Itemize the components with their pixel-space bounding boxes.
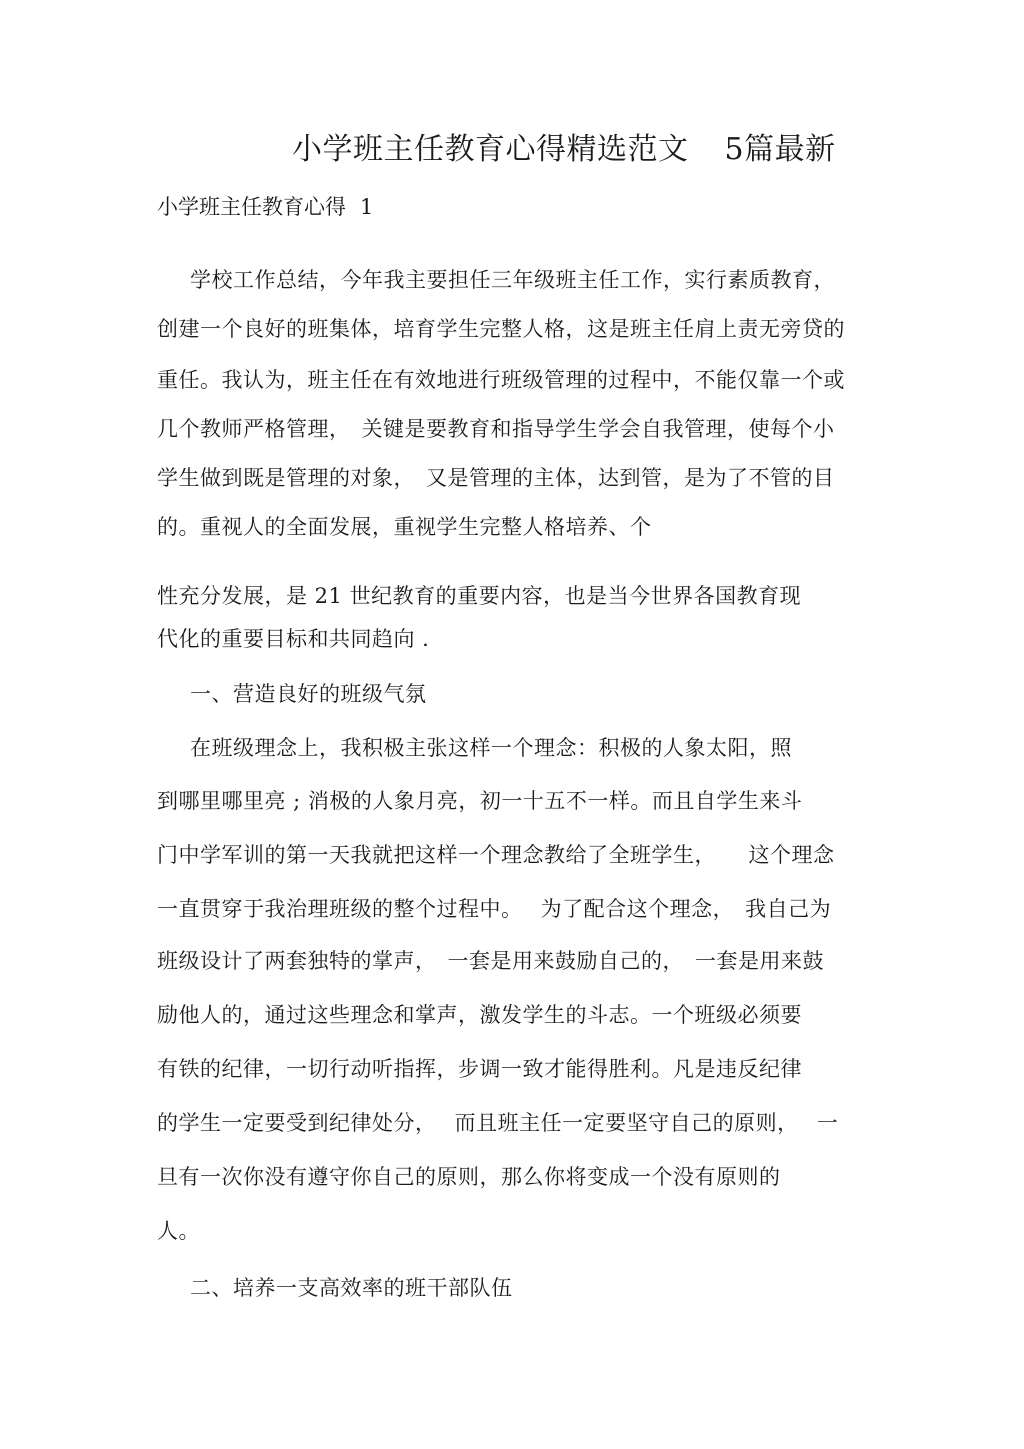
paragraph-line: 创建一个良好的班集体，培育学生完整人格，这是班主任肩上责无旁贷的 [157, 317, 845, 341]
paragraph-line: 几个教师严格管理， 关键是要教育和指导学生学会自我管理，使每个小 [157, 417, 835, 441]
section-subtitle [157, 193, 373, 221]
subtitle-text: 小学班主任教育心得 [157, 195, 346, 219]
paragraph-line: 人。 [157, 1219, 200, 1243]
paragraph-line: 旦有一次你没有遵守你自己的原则，那么你将变成一个没有原则的 [157, 1165, 781, 1189]
paragraph-line: 代化的重要目标和共同趋向 . [157, 627, 430, 651]
section-heading: 一、营造良好的班级气氛 [190, 682, 427, 706]
title-main: 小学班主任教育心得精选范文 [292, 132, 689, 167]
paragraph-line: 到哪里哪里亮 ; 消极的人象月亮，初一十五不一样。而且自学生来斗 [157, 789, 803, 813]
section-heading: 二、培养一支高效率的班干部队伍 [190, 1276, 513, 1300]
paragraph-line: 学校工作总结，今年我主要担任三年级班主任工作，实行素质教育， [190, 268, 835, 292]
subtitle-number: 1 [360, 195, 374, 219]
paragraph-line: 性充分发展，是 21 世纪教育的重要内容，也是当今世界各国教育现 [157, 584, 802, 608]
paragraph-line: 励他人的，通过这些理念和掌声，激发学生的斗志。一个班级必须要 [157, 1003, 802, 1027]
paragraph-line: 学生做到既是管理的对象， 又是管理的主体，达到管，是为了不管的目 [157, 466, 835, 490]
paragraph-line: 重任。我认为，班主任在有效地进行班级管理的过程中，不能仅靠一个或 [157, 368, 845, 392]
paragraph-line: 的学生一定要受到纪律处分， 而且班主任一定要坚守自己的原则， 一 [157, 1111, 839, 1135]
paragraph-line: 有铁的纪律，一切行动听指挥，步调一致才能得胜利。凡是违反纪律 [157, 1057, 802, 1081]
paragraph-line: 门中学军训的第一天我就把这样一个理念教给了全班学生， 这个理念 [157, 843, 835, 867]
title-suffix: 5篇最新 [724, 132, 836, 167]
paragraph-line: 班级设计了两套独特的掌声， 一套是用来鼓励自己的， 一套是用来鼓 [157, 949, 824, 973]
paragraph-line: 的。重视人的全面发展，重视学生完整人格培养、个 [157, 515, 652, 539]
paragraph-line: 在班级理念上，我积极主张这样一个理念：积极的人象太阳，照 [190, 736, 792, 760]
paragraph-line: 一直贯穿于我治理班级的整个过程中。 为了配合这个理念， 我自己为 [157, 897, 832, 921]
document-title [292, 130, 836, 170]
